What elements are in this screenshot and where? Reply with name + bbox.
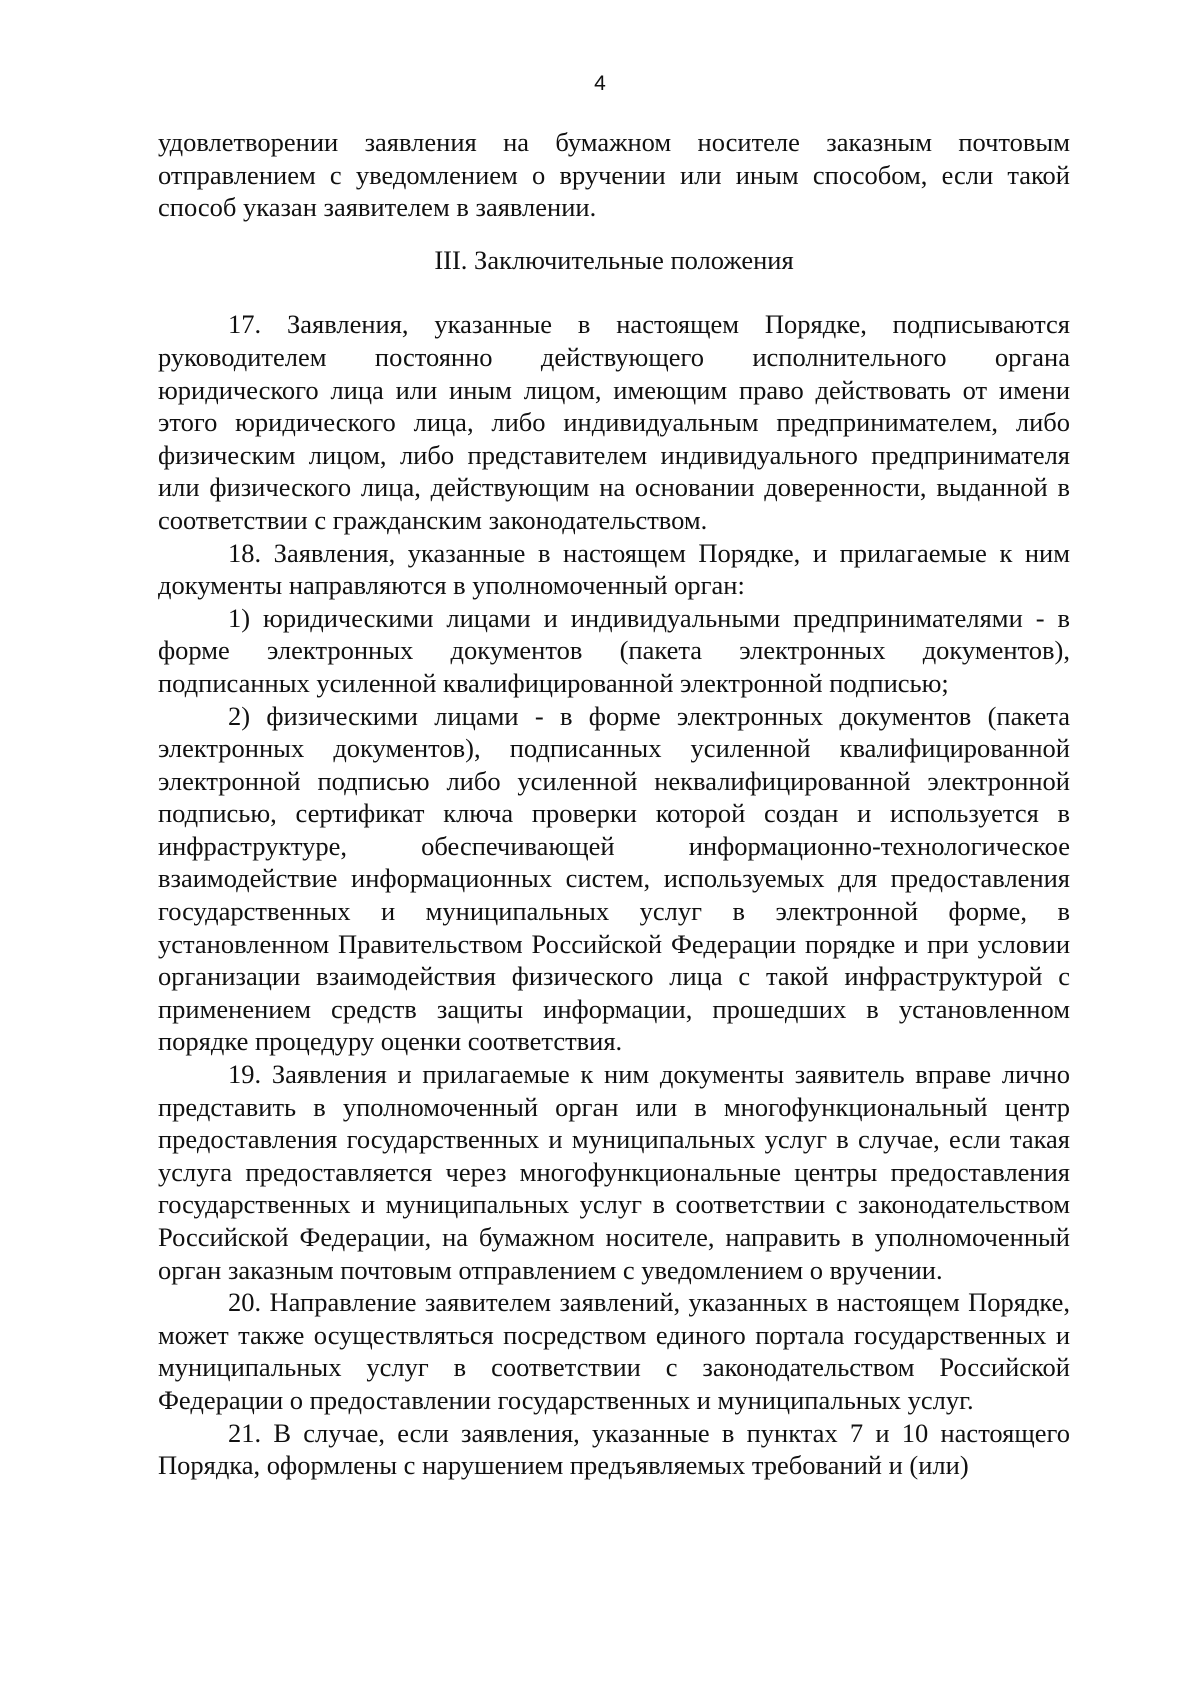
paragraph-18-item-2: 2) физическими лицами - в форме электронных документов (пакета электронных документов), подписанных усиленной квалифицированной электронной подписью либо усиленной неквалифицированной электронной подписью, сертификат ключа проверки которой создан и используется в инфраструктуре, обеспечивающей информационно-технологическое взаимодействие информационных систем, используемых для предоставления государственных и муниципальных услуг в электронной форме, в установленном Правительством Российской Федерации порядке и при условии организации взаимодействия физического лица с такой инфраструктурой с применением средств защиты информации, прошедших в установленном порядке процедуру оценки соответствия. <box>158 700 1070 1057</box>
paragraph-20: 20. Направление заявителем заявлений, указанных в настоящем Порядке, может также осуществляться посредством единого портала государственных и муниципальных услуг в соответствии с законодательством Российской Федерации о предоставлении государственных и муниципальных услуг. <box>158 1287 1070 1415</box>
paragraph-17: 17. Заявления, указанные в настоящем Порядке, подписываются руководителем постоянно действующего исполнительного органа юридического лица или иным лицом, имеющим право действовать от имени этого юридического лица, либо индивидуальным предпринимателем, либо физическим лицом, либо представителем индивидуального предпринимателя или физического лица, действующим на основании доверенности, выданной в соответствии с гражданским законодательством. <box>158 309 1070 535</box>
paragraph-21: 21. В случае, если заявления, указанные в пунктах 7 и 10 настоящего Порядка, оформлены с нарушением предъявляемых требований и (или) <box>158 1417 1070 1481</box>
paragraph-18: 18. Заявления, указанные в настоящем Порядке, и прилагаемые к ним документы направляются в уполномоченный орган: <box>158 537 1070 601</box>
paragraph-continuation: удовлетворении заявления на бумажном носителе заказным почтовым отправлением с уведомлением о вручении или иным способом, если такой способ указан заявителем в заявлении. <box>158 127 1070 223</box>
document-body <box>158 126 1070 1482</box>
paragraph-19: 19. Заявления и прилагаемые к ним документы заявитель вправе лично представить в уполномоченный орган или в многофункциональный центр предоставления государственных и муниципальных услуг в случае, если такая услуга предоставляется через многофункциональные центры предоставления государственных и муниципальных услуг в соответствии с законодательством Российской Федерации, на бумажном носителе, направить в уполномоченный орган заказным почтовым отправлением с уведомлением о вручении. <box>158 1059 1070 1285</box>
paragraph-18-item-1: 1) юридическими лицами и индивидуальными предпринимателями - в форме электронных документов (пакета электронных документов), подписанных усиленной квалифицированной электронной подписью; <box>158 602 1070 698</box>
page-number: 4 <box>594 72 606 95</box>
section-heading: III. Заключительные положения <box>434 244 794 275</box>
